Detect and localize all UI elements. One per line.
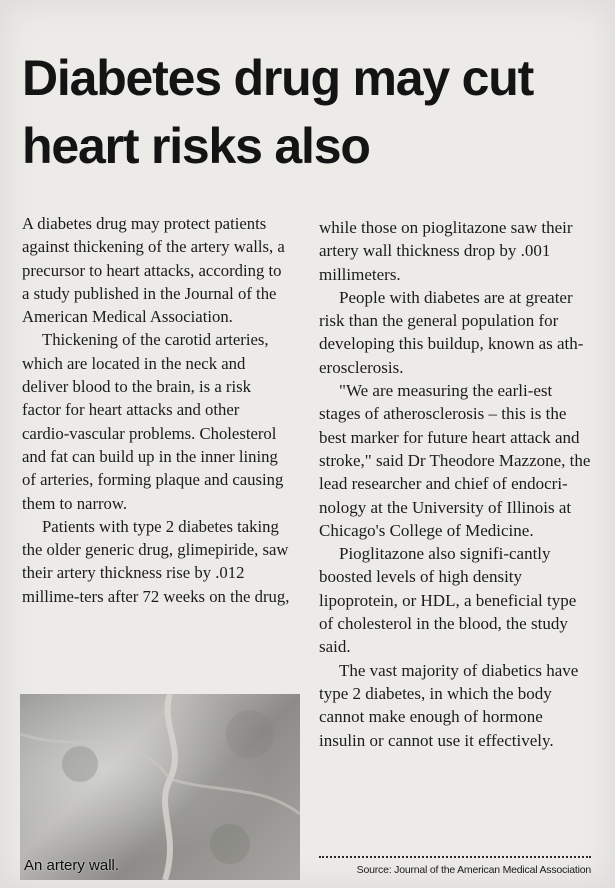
artery-wall-photo [20, 694, 300, 880]
paragraph: A diabetes drug may protect patients against thickening of the artery walls, a precursor to heart attacks, according to a study published in the Journal of the American Medical Association. [22, 214, 285, 327]
paragraph: People with diabetes are at greater risk than the general population for developing this buildup, known as ath-erosclerosis. [319, 287, 584, 377]
headline: Diabetes drug may cut heart risks also [22, 50, 534, 174]
article-column-left [22, 212, 290, 608]
paragraph: The vast majority of diabetics have type 2 diabetes, in which the body cannot make enough of hormone insulin or cannot use it effectively. [319, 660, 579, 750]
paragraph: while those on pioglitazone saw their artery wall thickness drop by .001 millimeters. [319, 218, 573, 284]
photo-caption: An artery wall. [24, 857, 120, 874]
dotted-divider [319, 856, 591, 858]
source-credit: Source: Journal of the American Medical Association [356, 864, 591, 876]
paragraph: "We are measuring the earli-est stages of atherosclerosis – this is the best marker for future heart attack and stroke," said Dr Theodore Mazzone, the lead researcher and chief of endocri-nology at the University of Illinois at Chicago's College of Medicine. [319, 381, 591, 540]
artery-texture-graphic [20, 694, 300, 880]
article-column-right [319, 216, 591, 752]
paragraph: Patients with type 2 diabetes taking the older generic drug, glimepiride, saw their artery thickness rise by .012 millime-ters after 72 weeks on the drug, [22, 516, 290, 606]
paragraph: Pioglitazone also signifi-cantly boosted levels of high density lipoprotein, or HDL, a beneficial type of cholesterol in the blood, the study said. [319, 544, 577, 657]
paragraph: Thickening of the carotid arteries, which are located in the neck and deliver blood to the brain, is a risk factor for heart attacks and other cardio-vascular problems. Cholesterol and fat can build up in the inner lining of arteries, forming plaque and causing them to narrow. [22, 330, 284, 513]
